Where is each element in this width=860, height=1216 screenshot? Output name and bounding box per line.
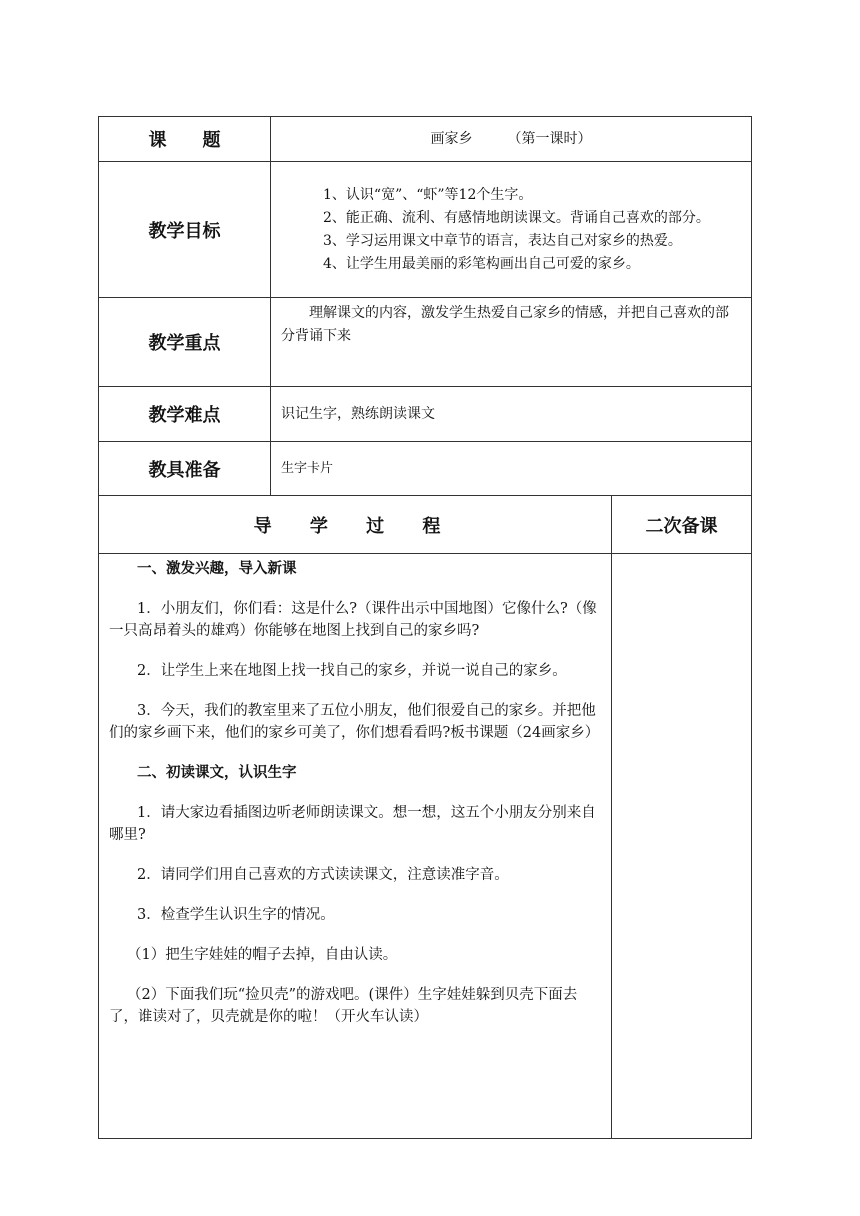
materials-text: 生字卡片 [271, 442, 752, 496]
process-paragraph: 2．请同学们用自己喜欢的方式读读课文，注意读准字音。 [137, 867, 509, 883]
process-body-row [99, 554, 752, 1139]
section-heading-1: 一、激发兴趣，导入新课 [137, 560, 297, 577]
topic-value: 画家乡 （第一课时） [271, 117, 752, 162]
process-paragraph: （1）把生字娃娃的帽子去掉，自由认读。 [127, 947, 398, 963]
process-content [99, 554, 612, 1139]
process-header: 导 学 过 程 [99, 496, 612, 554]
materials-row [99, 442, 752, 496]
process-paragraph: 2．让学生上来在地图上找一找自己的家乡，并说一说自己的家乡。 [137, 663, 567, 679]
difficulties-label: 教学难点 [99, 387, 271, 442]
key-points-row [99, 298, 752, 387]
goal-item-4: 4、让学生用最美丽的彩笔构画出自己可爱的家乡。 [323, 255, 640, 272]
difficulties-row [99, 387, 752, 442]
key-points-content [271, 298, 752, 387]
key-points-label: 教学重点 [99, 298, 271, 387]
goal-item-2: 2、能正确、流利、有感情地朗读课文。背诵自己喜欢的部分。 [323, 209, 710, 226]
topic-row [99, 117, 752, 162]
lesson-info-table [98, 116, 752, 1139]
materials-label: 教具准备 [99, 442, 271, 496]
second-prep-notes [612, 554, 752, 1139]
goals-row [99, 162, 752, 298]
process-header-row [99, 496, 752, 554]
process-paragraph: 1．请大家边看插图边听老师朗读课文。想一想，这五个小朋友分别来自哪里? [109, 805, 596, 843]
topic-label: 课 题 [99, 117, 271, 162]
goal-item-1: 1、认识“宽”、“虾”等12个生字。 [323, 186, 533, 203]
key-points-text: 理解课文的内容，激发学生热爱自己家乡的情感，并把自己喜欢的部分背诵下来 [281, 305, 729, 344]
process-paragraph: 3．检查学生认识生字的情况。 [137, 907, 335, 923]
section-heading-2: 二、初读课文，认识生字 [137, 764, 297, 781]
second-prep-header: 二次备课 [612, 496, 752, 554]
process-paragraph: 3．今天，我们的教室里来了五位小朋友，他们很爱自己的家乡。并把他们的家乡画下来，他们的家乡可美了，你们想看看吗?板书课题（24画家乡） [109, 703, 600, 741]
process-paragraph: 1．小朋友们，你们看：这是什么?（课件出示中国地图）它像什么?（像一只高昂着头的雄鸡）你能够在地图上找到自己的家乡吗? [109, 601, 597, 639]
goal-item-3: 3、学习运用课文中章节的语言，表达自己对家乡的热爱。 [323, 232, 682, 249]
goals-label: 教学目标 [99, 162, 271, 298]
goals-content [271, 162, 752, 298]
lesson-plan-document [98, 116, 751, 1139]
process-paragraph: （2）下面我们玩“捡贝壳”的游戏吧。(课件）生字娃娃躲到贝壳下面去了，谁读对了，贝壳就是你的啦！（开火车认读） [109, 987, 578, 1025]
difficulties-text: 识记生字，熟练朗读课文 [271, 387, 752, 442]
